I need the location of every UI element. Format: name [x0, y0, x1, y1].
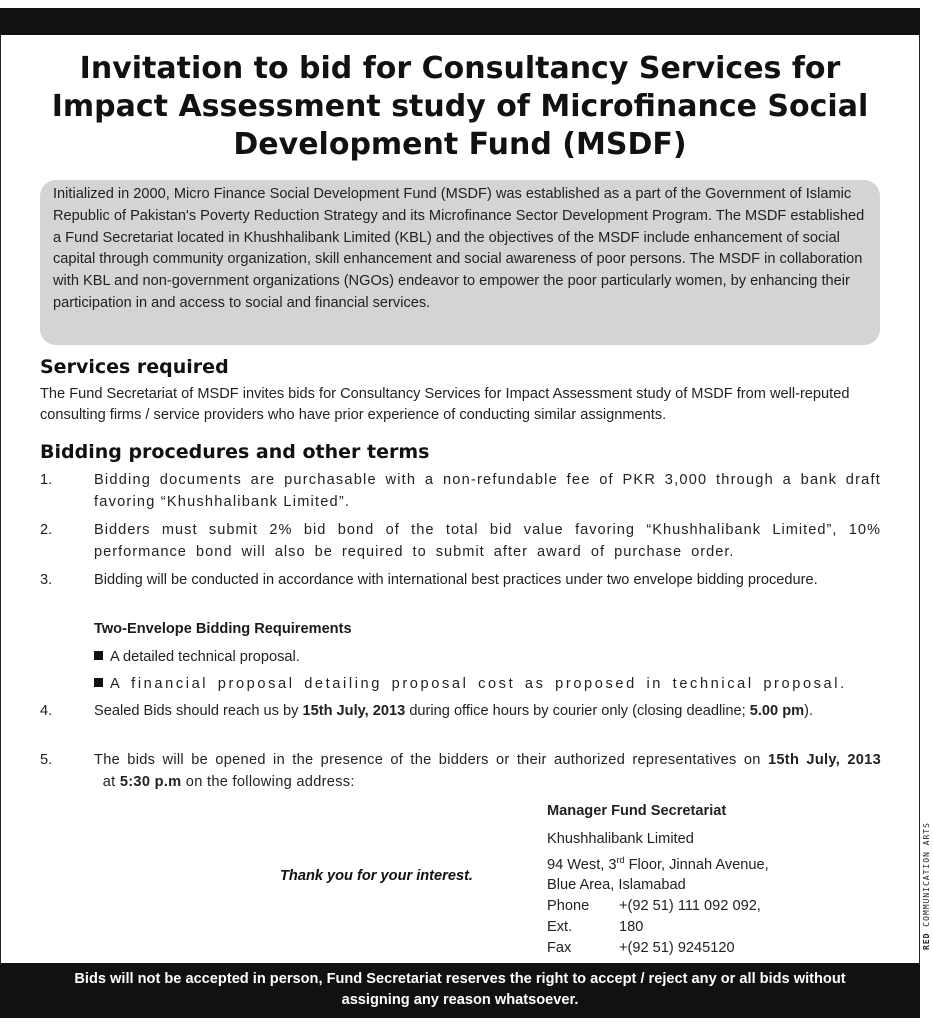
address-block	[547, 801, 877, 958]
footer-notice: Bids will not be accepted in person, Fund Secretariat reserves the right to accept / reject any or all bids without assigning any reason whatsoever.	[0, 963, 920, 1018]
bullet-item: A financial proposal detailing proposal cost as proposed in technical proposal.	[94, 674, 847, 694]
services-heading: Services required	[40, 356, 229, 378]
thanks-note: Thank you for your interest.	[280, 868, 473, 884]
phone-row: Phone +(92 51) 111 092 092,	[547, 898, 761, 915]
bidding-heading: Bidding procedures and other terms	[40, 441, 430, 463]
item-number: 4.	[40, 703, 53, 719]
closing-date: 15th July, 2013	[302, 703, 406, 719]
closing-time: 5.00 pm	[749, 703, 805, 719]
top-bar	[0, 8, 920, 35]
bidding-item: The bids will be opened in the presence of the bidders or their authorized representatives on 15th July, 2013 at 5:30 p.m on the following address:	[94, 752, 882, 790]
bidding-item: Bidding documents are purchasable with a non-refundable fee of PKR 3,000 through a bank draft favoring “Khushhalibank Limited”.	[94, 472, 881, 510]
two-envelope-heading: Two-Envelope Bidding Requirements	[94, 621, 352, 637]
fax-row: Fax +(92 51) 9245120	[547, 939, 735, 956]
address-line: Blue Area, Islamabad	[547, 877, 686, 894]
address-line: 94 West, 3rd Floor, Jinnah Avenue,	[547, 854, 769, 873]
ext-row: Ext. 180	[547, 918, 644, 935]
item-number: 5.	[40, 752, 53, 768]
opening-time: 5:30 p.m	[119, 773, 182, 790]
square-bullet-icon	[94, 678, 103, 687]
bidding-item: Bidding will be conducted in accordance with international best practices under two envelope bidding procedure.	[94, 572, 818, 588]
item-number: 1.	[40, 472, 53, 488]
bidding-item: Bidders must submit 2% bid bond of the total bid value favoring “Khushhalibank Limited”, 10% performance bond will also be required to submit after award of purchase order.	[94, 522, 881, 560]
item-number: 2.	[40, 522, 53, 538]
page-title: Invitation to bid for Consultancy Services for Impact Assessment study of Microfinance Social Development Fund (MSDF)	[51, 51, 869, 162]
bidding-item: Sealed Bids should reach us by 15th July, 2013 during office hours by courier only (closing deadline; 5.00 pm).	[94, 703, 814, 719]
address-name: Manager Fund Secretariat	[547, 803, 727, 819]
services-text: The Fund Secretariat of MSDF invites bids for Consultancy Services for Impact Assessment study of MSDF from well-reputed consulting firms / service providers who have prior experience of conducting similar assignments.	[40, 386, 850, 423]
bullet-item: A detailed technical proposal.	[94, 647, 300, 667]
square-bullet-icon	[94, 651, 103, 660]
opening-date: 15th July, 2013	[767, 752, 882, 768]
address-line: Khushhalibank Limited	[547, 830, 694, 847]
item-number: 3.	[40, 572, 53, 588]
intro-box: Initialized in 2000, Micro Finance Social Development Fund (MSDF) was established as a part of the Government of Islamic Republic of Pakistan's Poverty Reduction Strategy and its Microfinance Sector Development Program. The MSDF established a Fund Secretariat located in Khushhalibank Limited (KBL) and the objectives of the MSDF include enhancement of social capital through community organization, skill enhancement and social awareness of poor persons. The MSDF in collaboration with KBL and non-government organizations (NGOs) endeavor to empower the poor particularly women, by enhancing their participation in and access to social and financial services.	[40, 180, 880, 345]
